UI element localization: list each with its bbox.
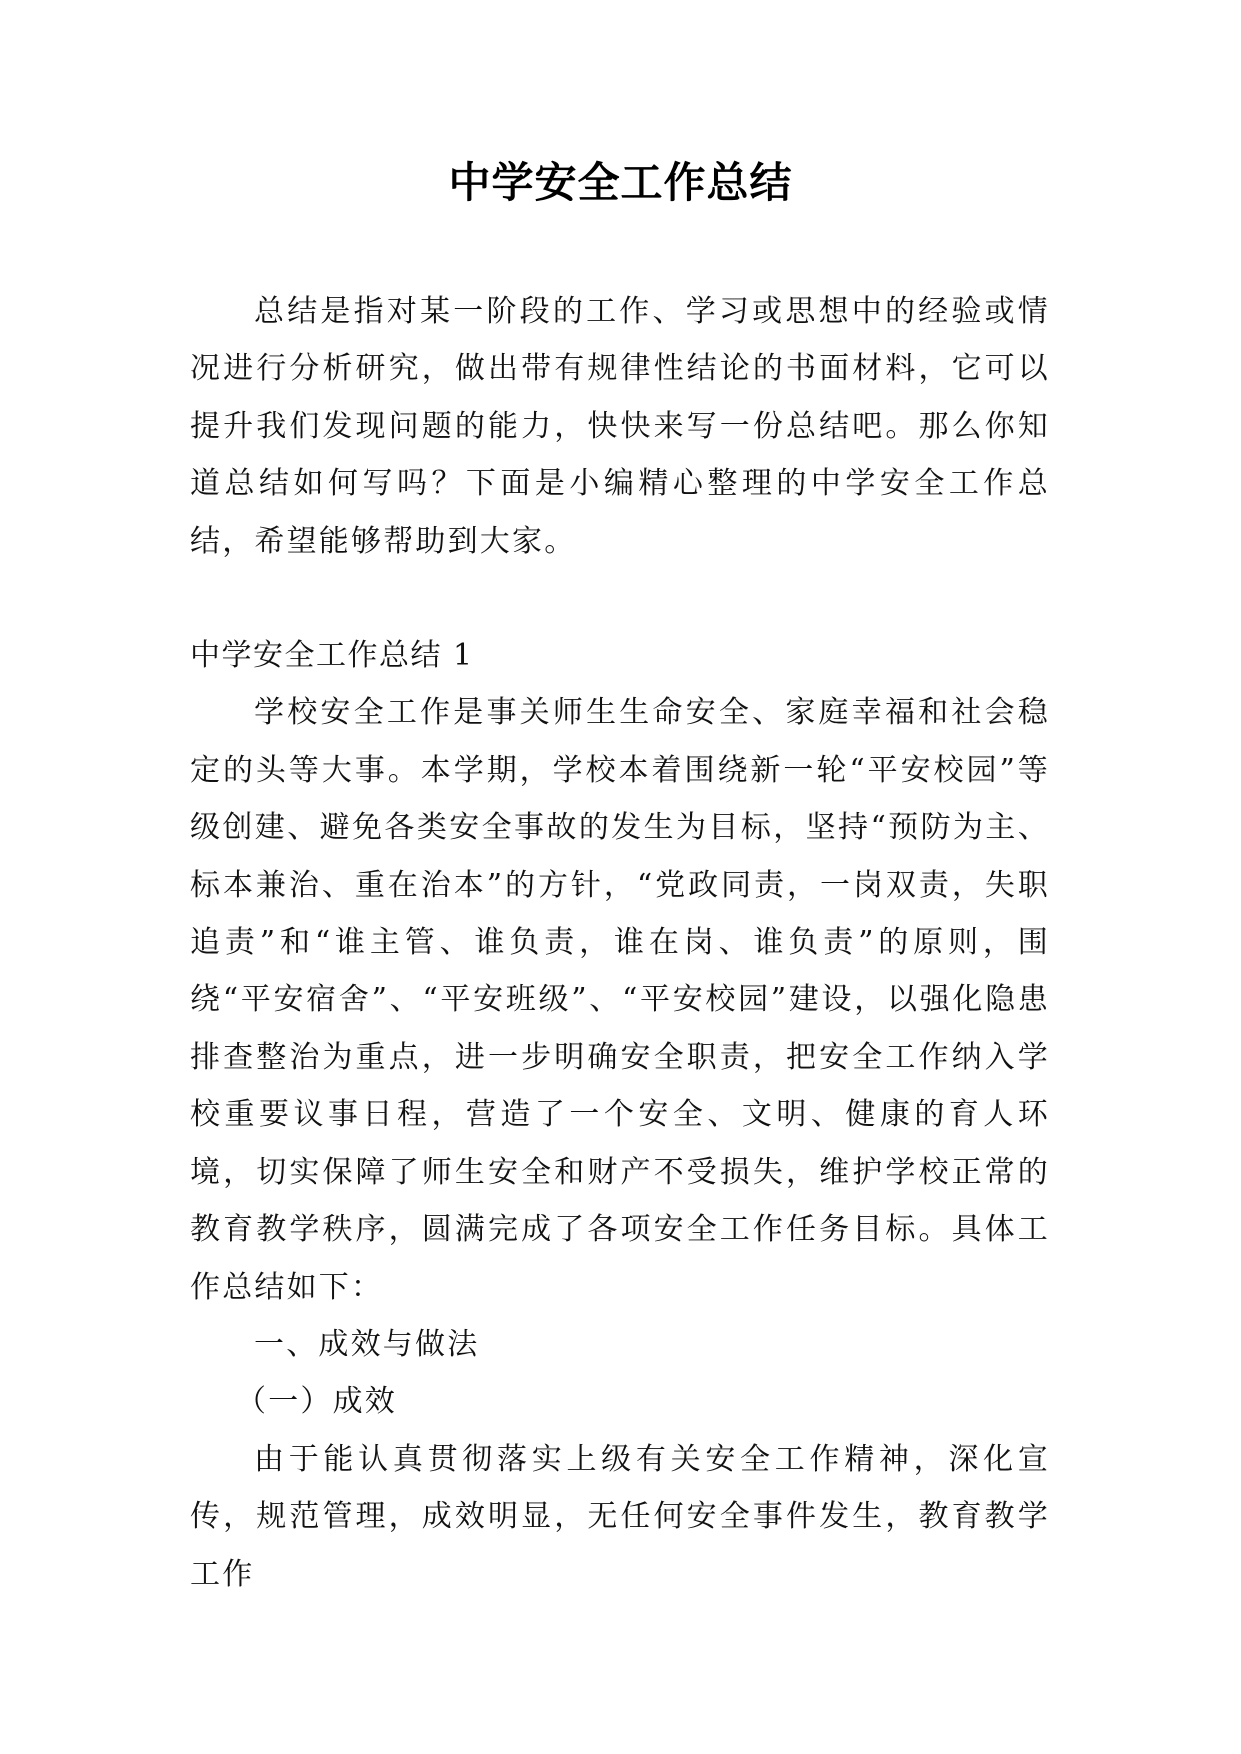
subheading-2: （一）成效 — [236, 1384, 397, 1420]
document-body — [190, 283, 1050, 1603]
subheading-1: 一、成效与做法 — [254, 1326, 480, 1362]
intro-paragraph: 总结是指对某一阶段的工作、学习或思想中的经验或情况进行分析研究，做出带有规律性结论的书面材料，它可以提升我们发现问题的能力，快快来写一份总结吧。那么你知道总结如何写吗？下面是小编精心整理的中学安全工作总结，希望能够帮助到大家。 — [190, 294, 1050, 559]
section-heading: 中学安全工作总结 1 — [190, 638, 474, 674]
document-title: 中学安全工作总结 — [448, 158, 793, 207]
paragraph-2: 由于能认真贯彻落实上级有关安全工作精神，深化宣传，规范管理，成效明显，无任何安全事件发生，教育教学工作 — [190, 1441, 1050, 1592]
paragraph-1: 学校安全工作是事关师生生命安全、家庭幸福和社会稳定的头等大事。本学期，学校本着围绕新一轮“平安校园”等级创建、避免各类安全事故的发生为目标，坚持“预防为主、标本兼治、重在治本”的方针，“党政同责，一岗双责，失职追责”和“谁主管、谁负责，谁在岗、谁负责”的原则，围绕“平安宿舍”、“平安班级”、“平安校园”建设，以强化隐患排查整治为重点，进一步明确安全职责，把安全工作纳入学校重要议事日程，营造了一个安全、文明、健康的育人环境，切实保障了师生安全和财产不受损失，维护学校正常的教育教学秩序，圆满完成了各项安全工作任务目标。具体工作总结如下： — [190, 695, 1050, 1305]
